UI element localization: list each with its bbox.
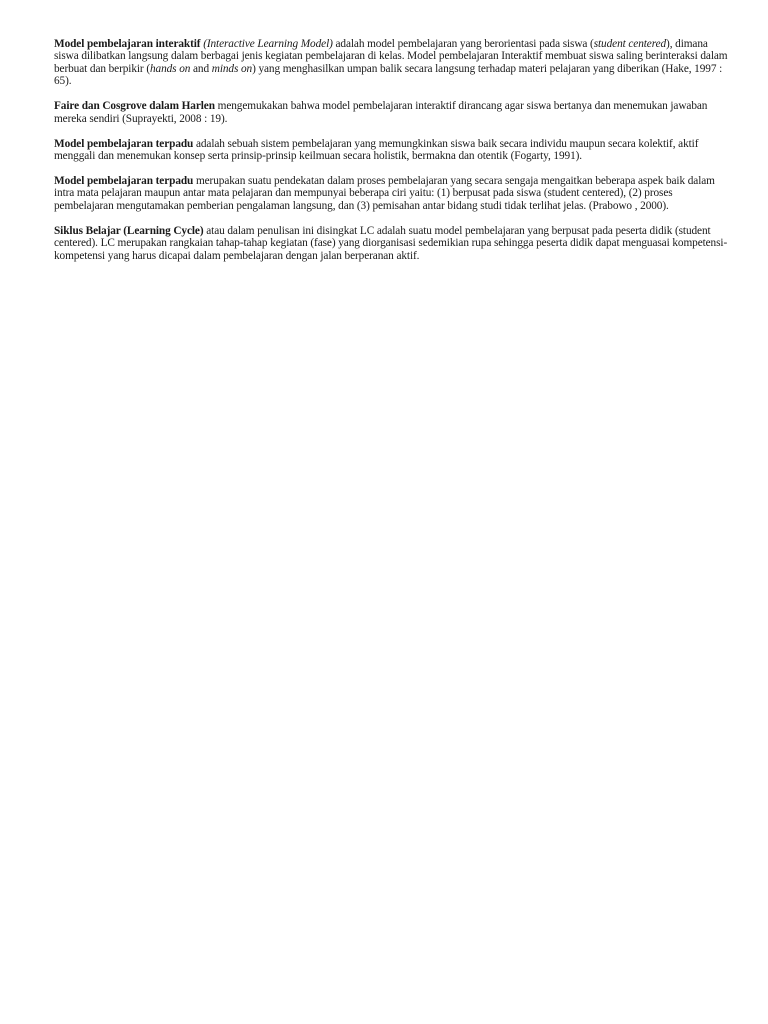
term-student-centered: student centered	[593, 38, 667, 50]
text-segment: adalah model pembelajaran yang berorientasi pada siswa (	[332, 38, 594, 50]
term-learning-cycle: Siklus Belajar (Learning Cycle)	[54, 224, 204, 237]
term-faire-cosgrove: Faire dan Cosgrove dalam Harlen	[54, 100, 215, 113]
term-integrated-model: Model pembelajaran terpadu	[54, 175, 194, 188]
text-segment: ), dimana siswa dilibatkan langsung dalam berbagai jenis kegiatan pembelajaran di kelas. Model pembelajaran Interaktif membuat siswa saling berinteraksi dalam berbuat dan berpikir (	[54, 38, 728, 75]
term-hands-on: hands on	[149, 62, 191, 75]
term-minds-on: minds on	[211, 62, 253, 75]
paragraph-faire-cosgrove	[54, 100, 730, 125]
text-segment: atau dalam penulisan ini disingkat LC adalah suatu model pembelajaran yang berpusat pada peserta didik (student centered). LC merupakan rangkaian tahap-tahap kegiatan (fase) yang diorganisasi sedemikian rupa sehingga peserta didik dapat menguasai kompetensi-kompetensi yang harus dicapai dalam pembelajaran dengan jalan berperanan aktif.	[54, 224, 728, 262]
term-integrated-model: Model pembelajaran terpadu	[54, 137, 194, 150]
paragraph-integrated-model-1	[54, 138, 730, 163]
paragraph-integrated-model-2	[54, 175, 730, 212]
text-segment: mengemukakan bahwa model pembelajaran interaktif dirancang agar siswa bertanya dan menemukan jawaban mereka sendiri (Suprayekti, 2008 : 19).	[54, 100, 708, 125]
paragraph-interactive-model	[54, 38, 730, 88]
text-segment: adalah sebuah sistem pembelajaran yang memungkinkan siswa baik secara individu maupun secara kolektif, aktif menggali dan menemukan konsep serta prinsip-prinsip keilmuan secara holistik, bermakna dan otentik (Fogarty, 1991).	[54, 137, 699, 163]
text-segment: ) yang menghasilkan umpan balik secara langsung terhadap materi pelajaran yang diberikan (Hake, 1997 : 65).	[54, 62, 723, 88]
term-interactive-model: Model pembelajaran interaktif	[54, 38, 201, 50]
paragraph-learning-cycle	[54, 225, 730, 262]
document-page	[54, 38, 730, 275]
term-interactive-learning-model: (Interactive Learning Model)	[203, 38, 333, 50]
text-segment: and	[190, 62, 212, 75]
text-segment: merupakan suatu pendekatan dalam proses pembelajaran yang secara sengaja mengaitkan beberapa aspek baik dalam intra mata pelajaran maupun antar mata pelajaran dan mempunyai beberapa ciri yaitu: (1) berpusat pada siswa (student centered), (2) proses pembelajaran mengutamakan pemberian pengalaman langsung, dan (3) pemisahan antar bidang studi tidak terlihat jelas. (Prabowo , 2000).	[54, 175, 715, 212]
